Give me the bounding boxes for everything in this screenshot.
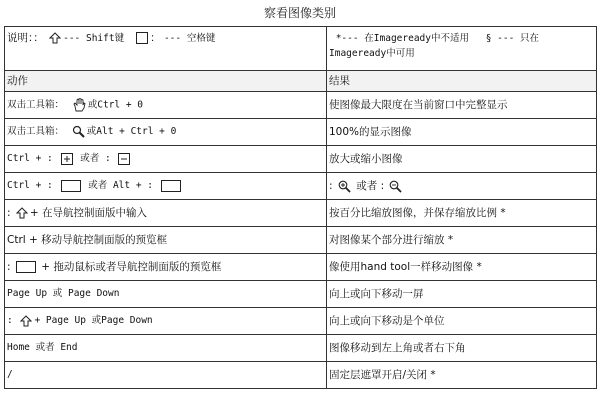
table-row xyxy=(5,173,597,200)
action-text-2: + 在导航控制面版中输入 xyxy=(29,207,148,219)
result-cell: 像使用hand tool一样移动图像 * xyxy=(327,254,597,281)
zoom-out-icon xyxy=(389,180,402,193)
action-text-2: 或Ctrl + 0 xyxy=(87,99,144,111)
action-cell xyxy=(5,308,327,335)
result-cell xyxy=(327,173,597,200)
action-text: 双击工具箱： xyxy=(7,99,65,111)
action-text-2: + Page Up 或Page Down xyxy=(34,315,153,326)
legend-label: 说明：： xyxy=(7,32,44,44)
zoom-tool-icon xyxy=(72,125,85,138)
action-cell: / xyxy=(5,362,327,389)
legend-row xyxy=(5,27,597,71)
result-cell: 按百分比缩放图像，并保存缩放比例 * xyxy=(327,200,597,227)
header-row xyxy=(5,71,597,92)
shift-arrow-icon xyxy=(16,207,28,219)
space-key-icon xyxy=(161,180,181,192)
table-row xyxy=(5,335,597,362)
table-row xyxy=(5,362,597,389)
table-row xyxy=(5,92,597,119)
action-cell xyxy=(5,92,327,119)
result-text-2: 或者 : xyxy=(356,180,385,192)
hand-tool-icon xyxy=(72,98,86,112)
shortcut-table xyxy=(4,26,597,389)
plus-key-icon xyxy=(61,153,73,165)
legend-left xyxy=(5,27,327,71)
header-action: 动作 xyxy=(5,71,327,92)
action-text-2: 或者 : xyxy=(80,153,111,164)
action-text: 双击工具箱： xyxy=(7,126,65,137)
space-key-icon xyxy=(16,261,36,273)
result-cell: 图像移动到左上角或者右下角 xyxy=(327,335,597,362)
result-cell: 使图像最大限度在当前窗口中完整显示 xyxy=(327,92,597,119)
result-cell: 向上或向下移动一屏 xyxy=(327,281,597,308)
action-cell xyxy=(5,254,327,281)
space-key-icon xyxy=(61,180,81,192)
action-cell xyxy=(5,119,327,146)
action-text: Ctrl + : xyxy=(7,180,53,191)
action-text: Ctrl + : xyxy=(7,153,53,164)
table-row xyxy=(5,308,597,335)
result-cell: 对图像某个部分进行缩放 * xyxy=(327,227,597,254)
page-title: 察看图像类别 xyxy=(263,6,336,20)
table-row xyxy=(5,227,597,254)
result-cell: 放大或缩小图像 xyxy=(327,146,597,173)
action-cell xyxy=(5,200,327,227)
action-text: : xyxy=(7,261,11,273)
space-key-icon xyxy=(136,32,148,44)
action-text: : xyxy=(7,315,13,326)
minus-key-icon xyxy=(118,153,130,165)
shift-arrow-icon xyxy=(49,32,61,44)
legend-star: *--- 在Imageready中不适用 xyxy=(335,33,469,44)
table-row xyxy=(5,200,597,227)
legend-space: --- 空格键 xyxy=(163,33,216,44)
table-row xyxy=(5,254,597,281)
table-row xyxy=(5,119,597,146)
action-text-2: + 拖动鼠标或者导航控制面版的预览框 xyxy=(41,261,222,273)
table-row xyxy=(5,281,597,308)
result-text: : xyxy=(329,180,333,192)
result-cell: 固定层遮罩开启/关闭 * xyxy=(327,362,597,389)
action-cell: Page Up 或 Page Down xyxy=(5,281,327,308)
legend-section: § --- 只在Imageready中可用 xyxy=(329,33,540,59)
result-cell: 向上或向下移动是个单位 xyxy=(327,308,597,335)
action-cell: Home 或者 End xyxy=(5,335,327,362)
zoom-in-icon xyxy=(338,180,351,193)
result-cell: 100%的显示图像 xyxy=(327,119,597,146)
action-cell xyxy=(5,146,327,173)
action-text-2: 或Alt + Ctrl + 0 xyxy=(86,126,177,137)
table-row xyxy=(5,146,597,173)
action-cell: Ctrl + 移动导航控制面版的预览框 xyxy=(5,227,327,254)
legend-right xyxy=(327,27,597,71)
legend-space-sep: ： xyxy=(150,32,161,44)
legend-shift: --- Shift键 xyxy=(63,33,125,44)
header-result: 结果 xyxy=(327,71,597,92)
action-text-2: 或者 Alt + : xyxy=(88,180,153,191)
action-text: : xyxy=(7,207,11,219)
shift-arrow-icon xyxy=(20,315,32,327)
action-cell xyxy=(5,173,327,200)
